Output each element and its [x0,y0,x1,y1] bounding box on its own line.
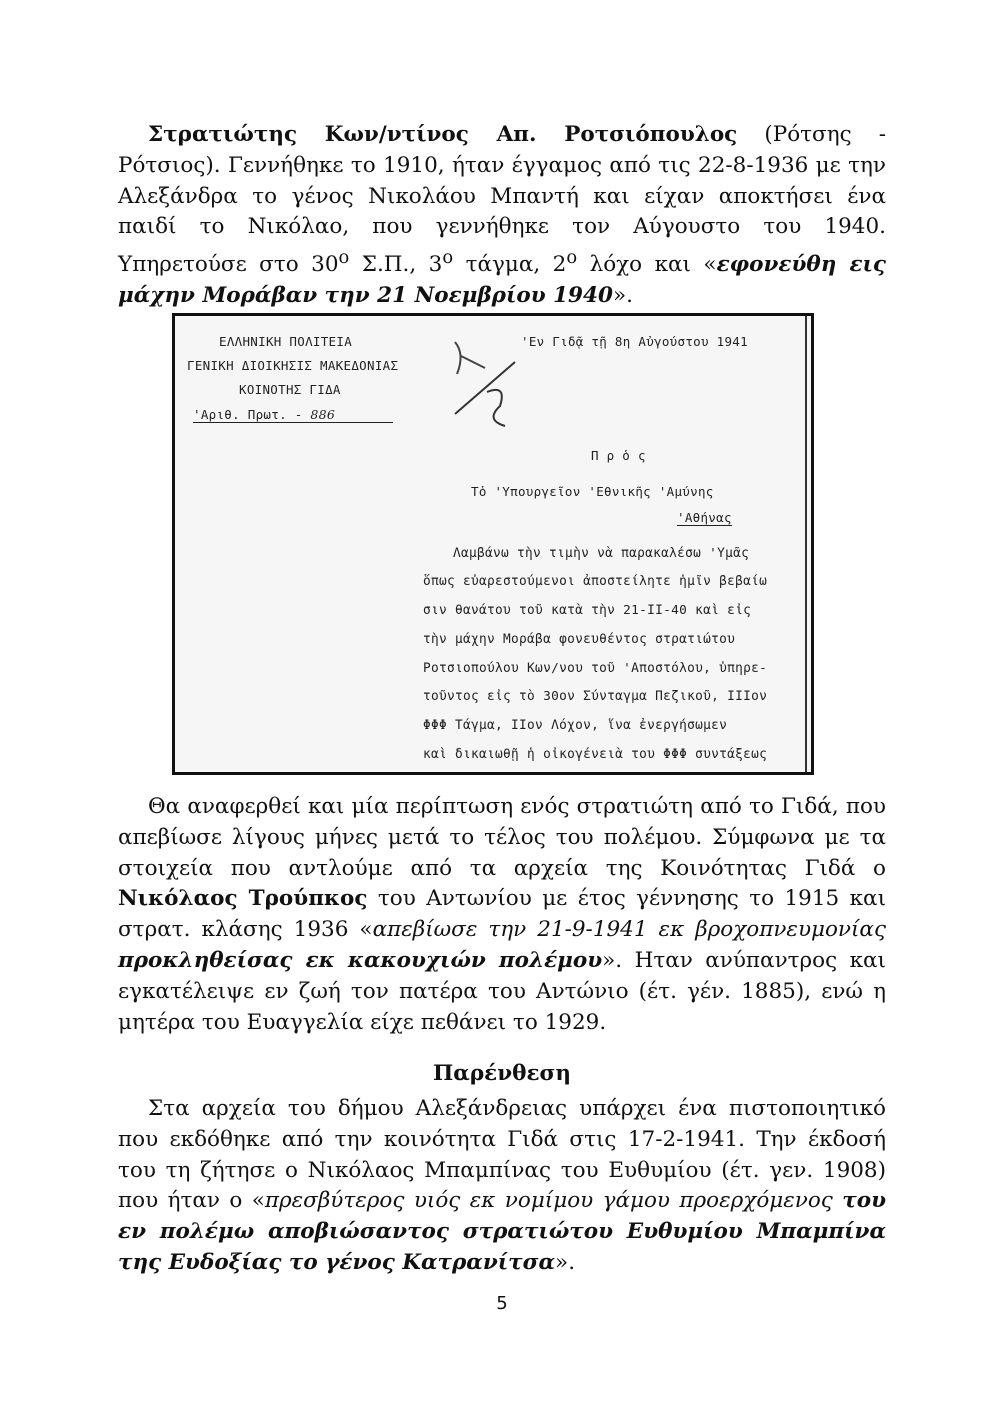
superscript: ο [442,247,454,269]
paragraph-text: λόχο και « [577,252,717,278]
paragraph-text: Σ.Π., 3 [349,252,443,278]
paragraph-text: Θα αναφερθεί και μία περίπτωση ενός στρατιώτη από το Γιδά, που απεβίωσε λίγους μήνες μετά το τέλος του πολέμου. Σύμφωνα με τα στοιχεία που αντλούμε από τα αρχεία της Κοινότητας Γιδά ο [118,794,886,881]
soldier-name: Νικόλαος Τρούπκος [118,886,368,912]
letter-body-line: Λαμβάνω τὴν τιμὴν νὰ παρακαλέσω 'Υμᾶς [453,546,750,561]
handwritten-mark [445,334,555,444]
paragraph-text: τάγμα, 2 [453,252,567,278]
letter-body-line: τὴν μάχην Μοράβα φονευθέντος στρατιώτου [423,632,736,647]
letter-edge [805,316,807,772]
soldier-name: Στρατιώτης Κων/ντίνος Απ. Ροτσιόπουλος [148,122,738,147]
protocol-line: 'Αριθ. Πρωτ. - 886 [193,407,393,423]
recipient: Τὁ 'Υπουργεῖον 'Εθνικῆς 'Αμύνης [471,484,714,499]
superscript: ο [338,247,350,269]
section-heading: Παρένθεση [432,1061,572,1086]
paragraph-troupkos [118,792,886,1038]
alias-text: (Ρότσης - Ρότσιος). [118,122,886,178]
letter-body-line: Ροτσιοπούλου Κων/νου τοῦ 'Αποστόλου, ὑπηρε- [423,661,768,676]
paragraph-parenthesis [118,1094,886,1279]
letter-header-3: ΚΟΙΝΟΤΗΣ ΓΙΔΑ [239,382,341,397]
death-quote: εφονεύθη εις μάχην Μοράβαν την 21 Νοεμβρίου 1940 [118,252,887,309]
paragraph-text: Στα αρχεία του δήμου Αλεξάνδρειας υπάρχει ένα πιστοποιητικό που εκδόθηκε από την κοινότητα Γιδά στις 17-2-1941. Την έκδοσή του τη ζήτησε ο Νικόλαος Μπαμπίνας του Ευθυμίου (έτ. γεν. 1908) που ήταν ο « [118,1096,886,1214]
letter-body-line: ΦΦΦ Τάγμα, ΙΙον Λόχον, ἵνα ἐνεργήσωμεν [423,718,728,733]
letter-body-line: σιν θανάτου τοῦ κατὰ τὴν 21-ΙΙ-40 καὶ εἰς [423,603,752,618]
paragraph-text: ». [555,1249,576,1275]
superscript: ο [566,247,578,269]
city: 'Αθήνας [677,510,732,525]
paragraph-text: ». [612,283,633,309]
protocol-label: 'Αριθ. Πρωτ. [193,407,287,422]
paragraph-text: του Αντωνίου με έτος γέννησης το 1915 και στρατ. κλάσης 1936 « [118,886,887,943]
certificate-quote: πρεσβύτερος υιός εκ νομίμου γάμου προερχόμενος [264,1188,843,1214]
page-number: 5 [496,1293,508,1314]
letter-header-1: ΕΛΛΗΝΙΚΗ ΠΟΛΙΤΕΙΑ [219,334,353,349]
death-quote: απεβίωσε την 21-9-1941 εκ βροχοπνευμονίας [372,917,886,943]
paragraph-text: Γεννήθηκε το 1910, ήταν έγγαμος από τις 22-8-1936 με την Αλεξάνδρα το γένος Νικολάου Μπαντή και είχαν αποκτήσει ένα παιδί το Νικόλαο, που γεννήθηκε τον Αύγουστο του 1940. Υπηρετούσε στο 30 [118,152,886,278]
letter-header-2: ΓΕΝΙΚΗ ΔΙΟΙΚΗΣΙΣ ΜΑΚΕΔΟΝΙΑΣ [187,358,399,373]
protocol-number: 886 [310,407,336,422]
certificate-quote-bold: του εν πολέμω αποβιώσαντος στρατιώτου Ευθυμίου Μπαμπίνα της Ευδοξίας το γένος Κατρανίτσα [118,1188,886,1275]
letter-body-line: καὶ δικαιωθῇ ἡ οἰκογένειὰ του ΦΦΦ συντάξεως [423,747,768,762]
place-date: 'Εν Γιδᾷ τῇ 8η Αὐγούστου 1941 [521,334,748,349]
death-cause: προκληθείσας εκ κακουχιών πολέμου [118,947,603,973]
letter-body-line: ὅπως εὐαρεστούμενοι ἀποστείλητε ἡμῖν βεβαίω [423,574,768,589]
letter-body-line: τοῦντος εἰς τὸ 30ον Σύνταγμα Πεζικοῦ, ΙΙΙον [423,689,768,704]
paragraph-text: ». Ηταν ανύπαντρος και εγκατέλειψε εν ζωή τον πατέρα του Αντώνιο (έτ. γέν. 1885), ενώ η μητέρα του Ευαγγελία είχε πεθάνει το 1929. [118,947,886,1035]
to-label: Π ρ ὁ ς [591,448,646,463]
paragraph-rotsiopoulos [118,120,886,312]
scanned-letter [172,313,814,775]
